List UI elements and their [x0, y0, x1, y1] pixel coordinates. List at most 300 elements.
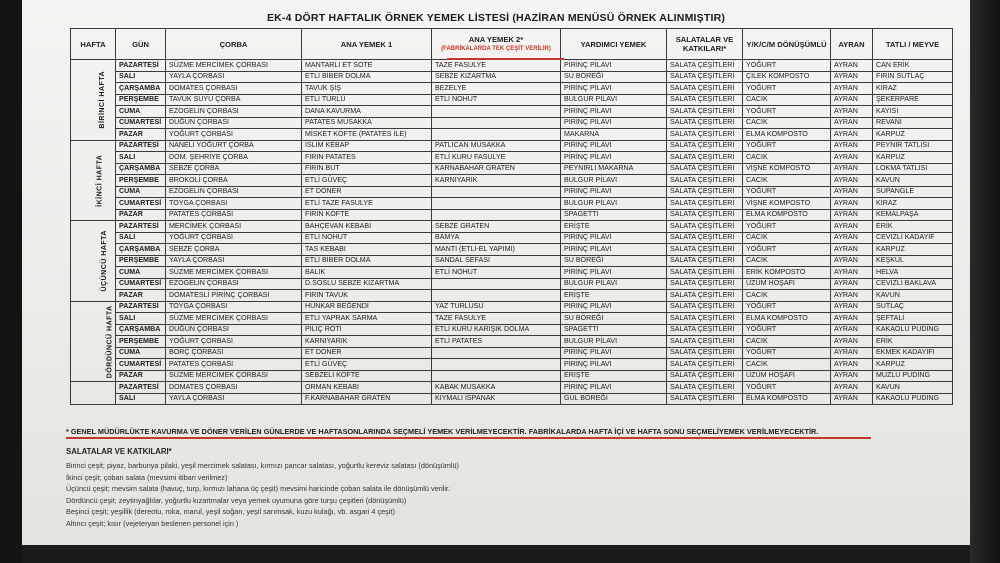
- yardimci-yemek-cell: BULGUR PİLAVI: [561, 175, 667, 187]
- salata-cell: SALATA ÇEŞİTLERİ: [667, 359, 743, 371]
- tatli-cell: REVANİ: [873, 117, 953, 129]
- table-row: [71, 290, 953, 302]
- corba-cell: SÜZME MERCİMEK ÇORBASI: [166, 267, 302, 279]
- tatli-cell: KARPUZ: [873, 244, 953, 256]
- salata-item: Dördüncü çeşit; zeytinyağlılar, yoğurtlu kızartmalar veya yemek uyumuna göre turşu çeşitleri (dönüşümlü): [66, 495, 407, 505]
- day-cell: PERŞEMBE: [116, 336, 166, 348]
- tatli-cell: KEŞKÜL: [873, 255, 953, 267]
- corba-cell: EZOGELİN ÇORBASI: [166, 278, 302, 290]
- salata-cell: SALATA ÇEŞİTLERİ: [667, 186, 743, 198]
- table-row: [71, 198, 953, 210]
- yikicm-cell: YOĞURT: [743, 347, 831, 359]
- yardimci-yemek-cell: PİRİNÇ PİLAVI: [561, 60, 667, 72]
- day-cell: PAZARTESİ: [116, 60, 166, 72]
- day-cell: PERŞEMBE: [116, 94, 166, 106]
- ayran-cell: AYRAN: [831, 221, 873, 233]
- ayran-cell: AYRAN: [831, 175, 873, 187]
- table-row: [71, 347, 953, 359]
- yardimci-yemek-cell: PİRİNÇ PİLAVI: [561, 267, 667, 279]
- ana-yemek-1-cell: SEBZELİ KÖFTE: [302, 370, 432, 382]
- ayran-cell: AYRAN: [831, 255, 873, 267]
- corba-cell: PATATES ÇORBASI: [166, 209, 302, 221]
- day-cell: SALI: [116, 71, 166, 83]
- table-row: [71, 359, 953, 371]
- ayran-cell: AYRAN: [831, 106, 873, 118]
- ayran-cell: AYRAN: [831, 152, 873, 164]
- yikicm-cell: YOĞURT: [743, 83, 831, 95]
- salata-cell: SALATA ÇEŞİTLERİ: [667, 129, 743, 141]
- ana-yemek-2-cell: BAMYA: [432, 232, 561, 244]
- ana-yemek-1-cell: İSLİM KEBAP: [302, 140, 432, 152]
- day-cell: SALI: [116, 152, 166, 164]
- ayran-cell: AYRAN: [831, 94, 873, 106]
- day-cell: PAZARTESİ: [116, 221, 166, 233]
- yikicm-cell: CACIK: [743, 255, 831, 267]
- salata-cell: SALATA ÇEŞİTLERİ: [667, 267, 743, 279]
- day-cell: PERŞEMBE: [116, 175, 166, 187]
- ana-yemek-1-cell: HÜNKAR BEĞENDİ: [302, 301, 432, 313]
- yikicm-cell: YOĞURT: [743, 186, 831, 198]
- header-ana-yemek-1: ANA YEMEK 1: [302, 29, 432, 60]
- ana-yemek-1-cell: TAVUK ŞİŞ: [302, 83, 432, 95]
- yikicm-cell: ELMA KOMPOSTO: [743, 209, 831, 221]
- corba-cell: EZOGELİN ÇORBASI: [166, 186, 302, 198]
- salata-cell: SALATA ÇEŞİTLERİ: [667, 301, 743, 313]
- ana-yemek-1-cell: ET DÖNER: [302, 347, 432, 359]
- day-cell: ÇARŞAMBA: [116, 244, 166, 256]
- yardimci-yemek-cell: PİRİNÇ PİLAVI: [561, 232, 667, 244]
- tatli-cell: LOKMA TATLISI: [873, 163, 953, 175]
- table-row: [71, 83, 953, 95]
- tatli-cell: HELVA: [873, 267, 953, 279]
- yikicm-cell: CACIK: [743, 232, 831, 244]
- yikicm-cell: YOĞURT: [743, 106, 831, 118]
- salata-cell: SALATA ÇEŞİTLERİ: [667, 163, 743, 175]
- salata-cell: SALATA ÇEŞİTLERİ: [667, 175, 743, 187]
- salata-cell: SALATA ÇEŞİTLERİ: [667, 336, 743, 348]
- document-sheet: [22, 0, 970, 545]
- salata-item: Altıncı çeşit; kısır (vejeteryan beslenen personel için ): [66, 518, 239, 528]
- table-row: [71, 186, 953, 198]
- yardimci-yemek-cell: ERİŞTE: [561, 370, 667, 382]
- corba-cell: BORÇ ÇORBASI: [166, 347, 302, 359]
- yikicm-cell: YOĞURT: [743, 221, 831, 233]
- header-corba: ÇORBA: [166, 29, 302, 60]
- tatli-cell: SÜTLAÇ: [873, 301, 953, 313]
- day-cell: ÇARŞAMBA: [116, 324, 166, 336]
- ana-yemek-1-cell: ET DÖNER: [302, 186, 432, 198]
- table-row: [71, 255, 953, 267]
- ana-yemek-1-cell: ETLİ GÜVEÇ: [302, 175, 432, 187]
- salata-cell: SALATA ÇEŞİTLERİ: [667, 393, 743, 405]
- yardimci-yemek-cell: PİRİNÇ PİLAVI: [561, 301, 667, 313]
- salatalar-title: SALATALAR VE KATKILARI*: [66, 447, 172, 456]
- yardimci-yemek-cell: BULGUR PİLAVI: [561, 278, 667, 290]
- tatli-cell: ERİK: [873, 336, 953, 348]
- ana-yemek-2-cell: SEBZE KIZARTMA: [432, 71, 561, 83]
- ana-yemek-2-cell: ETLİ NOHUT: [432, 94, 561, 106]
- ayran-cell: AYRAN: [831, 129, 873, 141]
- ana-yemek-2-cell: YAZ TÜRLÜSÜ: [432, 301, 561, 313]
- day-cell: SALI: [116, 313, 166, 325]
- yardimci-yemek-cell: SU BÖREĞİ: [561, 255, 667, 267]
- ana-yemek-1-cell: ETLİ YAPRAK SARMA: [302, 313, 432, 325]
- ana-yemek-1-cell: BAHÇEVAN KEBABI: [302, 221, 432, 233]
- ana-yemek-2-cell: [432, 347, 561, 359]
- yikicm-cell: YOĞURT: [743, 140, 831, 152]
- yardimci-yemek-cell: BULGUR PİLAVI: [561, 336, 667, 348]
- tatli-cell: KEMALPAŞA: [873, 209, 953, 221]
- salata-cell: SALATA ÇEŞİTLERİ: [667, 278, 743, 290]
- table-row: [71, 175, 953, 187]
- tatli-cell: KAVUN: [873, 382, 953, 394]
- yardimci-yemek-cell: PİRİNÇ PİLAVI: [561, 359, 667, 371]
- tatli-cell: PEYNİR TATLISI: [873, 140, 953, 152]
- yikicm-cell: ELMA KOMPOSTO: [743, 313, 831, 325]
- header-yikicm: Y/K/C/M DÖNÜŞÜMLÜ: [743, 29, 831, 60]
- table-row: [71, 232, 953, 244]
- ana-yemek-2-cell: [432, 278, 561, 290]
- ayran-cell: AYRAN: [831, 244, 873, 256]
- yikicm-cell: CACIK: [743, 175, 831, 187]
- yardimci-yemek-cell: SPAGETTİ: [561, 324, 667, 336]
- corba-cell: SÜZME MERCİMEK ÇORBASI: [166, 60, 302, 72]
- salata-cell: SALATA ÇEŞİTLERİ: [667, 106, 743, 118]
- ayran-cell: AYRAN: [831, 117, 873, 129]
- yikicm-cell: ERİK KOMPOSTO: [743, 267, 831, 279]
- ana-yemek-2-cell: KABAK MUSAKKA: [432, 382, 561, 394]
- table-row: [71, 301, 953, 313]
- ana-yemek-1-cell: PATATES MUSAKKA: [302, 117, 432, 129]
- day-cell: ÇARŞAMBA: [116, 163, 166, 175]
- ana-yemek-2-cell: [432, 186, 561, 198]
- screen-bezel-right: [970, 0, 1000, 563]
- ana-yemek-2-cell: SANDAL SEFASI: [432, 255, 561, 267]
- week-label-cell: [71, 140, 116, 221]
- header-salatalar: SALATALAR VE KATKILARI*: [667, 29, 743, 60]
- salata-item: Birinci çeşit; piyaz, barbunya pilaki, yeşil mercimek salatası, kırmızı pancar salatası, yoğurtlu kereviz salatası (dönüşümlü): [66, 461, 459, 470]
- ana-yemek-2-cell: [432, 198, 561, 210]
- yikicm-cell: ÜZÜM HOŞAFI: [743, 370, 831, 382]
- yardimci-yemek-cell: PİRİNÇ PİLAVI: [561, 152, 667, 164]
- day-cell: CUMARTESİ: [116, 198, 166, 210]
- document-title: EK-4 DÖRT HAFTALIK ÖRNEK YEMEK LİSTESİ (HAZİRAN MENÜSÜ ÖRNEK ALINMIŞTIR): [266, 12, 726, 24]
- ayran-cell: AYRAN: [831, 267, 873, 279]
- yardimci-yemek-cell: PİRİNÇ PİLAVI: [561, 140, 667, 152]
- corba-cell: DOMATES ÇORBASI: [166, 382, 302, 394]
- ana-yemek-1-cell: ORMAN KEBABI: [302, 382, 432, 394]
- day-cell: PAZAR: [116, 370, 166, 382]
- yardimci-yemek-cell: SU BÖREĞİ: [561, 71, 667, 83]
- yikicm-cell: CACIK: [743, 117, 831, 129]
- ana-yemek-1-cell: FIRIN BUT: [302, 163, 432, 175]
- ayran-cell: AYRAN: [831, 198, 873, 210]
- footnote: * GENEL MÜDÜRLÜKTE KAVURMA VE DÖNER VERİLEN GÜNLERDE VE HAFTASONLARINDA SEÇMELİ YEMEK VERİLMEYECEKTİR. FABRİKALARDA HAFTA İÇİ VE HAFTA SONU SEÇMELİYEMEK VERİLMEYECEKTİR.: [66, 427, 819, 436]
- salata-cell: SALATA ÇEŞİTLERİ: [667, 140, 743, 152]
- day-cell: CUMA: [116, 186, 166, 198]
- day-cell: PAZAR: [116, 290, 166, 302]
- ayran-cell: AYRAN: [831, 140, 873, 152]
- ana-yemek-2-cell: [432, 290, 561, 302]
- ana-yemek-2-cell: ETLİ KURU KARIŞIK DOLMA: [432, 324, 561, 336]
- ana-yemek-1-cell: FIRIN TAVUK: [302, 290, 432, 302]
- ana-yemek-1-cell: ETLİ BİBER DOLMA: [302, 255, 432, 267]
- ana-yemek-1-cell: ETLİ GÜVEÇ: [302, 359, 432, 371]
- table-row: [71, 140, 953, 152]
- yardimci-yemek-cell: BULGUR PİLAVI: [561, 94, 667, 106]
- corba-cell: DÜĞÜN ÇORBASI: [166, 117, 302, 129]
- tatli-cell: KAVUN: [873, 290, 953, 302]
- corba-cell: SEBZE ÇORBA: [166, 163, 302, 175]
- yardimci-yemek-cell: ERİŞTE: [561, 290, 667, 302]
- table-row: [71, 117, 953, 129]
- tatli-cell: KARPUZ: [873, 152, 953, 164]
- header-ana-yemek-2-note: (FABRİKALARDA TEK ÇEŞİT VERİLİR): [441, 45, 551, 52]
- salata-cell: SALATA ÇEŞİTLERİ: [667, 313, 743, 325]
- tatli-cell: ŞEKERPARE: [873, 94, 953, 106]
- day-cell: PAZAR: [116, 209, 166, 221]
- salata-cell: SALATA ÇEŞİTLERİ: [667, 152, 743, 164]
- week-label: DÖRDÜNCÜ HAFTA: [106, 304, 114, 378]
- yikicm-cell: YOĞURT: [743, 60, 831, 72]
- day-cell: CUMARTESİ: [116, 278, 166, 290]
- salata-cell: SALATA ÇEŞİTLERİ: [667, 347, 743, 359]
- table-row: [71, 163, 953, 175]
- yardimci-yemek-cell: MAKARNA: [561, 129, 667, 141]
- yardimci-yemek-cell: PİRİNÇ PİLAVI: [561, 117, 667, 129]
- ayran-cell: AYRAN: [831, 186, 873, 198]
- salata-cell: SALATA ÇEŞİTLERİ: [667, 232, 743, 244]
- tatli-cell: MUZLU PUDİNG: [873, 370, 953, 382]
- screen-bezel-left: [0, 0, 22, 563]
- day-cell: CUMARTESİ: [116, 359, 166, 371]
- tatli-cell: EKMEK KADAYIFI: [873, 347, 953, 359]
- ayran-cell: AYRAN: [831, 359, 873, 371]
- ana-yemek-2-cell: ETLİ KURU FASULYE: [432, 152, 561, 164]
- table-row: [71, 244, 953, 256]
- tatli-cell: CEVİZLİ KADAYIF: [873, 232, 953, 244]
- salata-cell: SALATA ÇEŞİTLERİ: [667, 60, 743, 72]
- corba-cell: DOMATESLİ PİRİNÇ ÇORBASI: [166, 290, 302, 302]
- yardimci-yemek-cell: PİRİNÇ PİLAVI: [561, 244, 667, 256]
- yardimci-yemek-cell: PİRİNÇ PİLAVI: [561, 347, 667, 359]
- table-row: [71, 94, 953, 106]
- salata-cell: SALATA ÇEŞİTLERİ: [667, 198, 743, 210]
- salata-item: Üçüncü çeşit; mevsim salata (havuç, turp, kırmızı lahana üç çeşit) mevsimi haricinde çoban salata ile dönüşümlü verilir.: [66, 484, 451, 494]
- header-yardimci-yemek: YARDIMCI YEMEK: [561, 29, 667, 60]
- corba-cell: YOĞURT ÇORBASI: [166, 129, 302, 141]
- yikicm-cell: VİŞNE KOMPOSTO: [743, 163, 831, 175]
- yikicm-cell: VİŞNE KOMPOSTO: [743, 198, 831, 210]
- corba-cell: NANELİ YOĞURT ÇORBA: [166, 140, 302, 152]
- yikicm-cell: CACIK: [743, 152, 831, 164]
- ana-yemek-2-cell: [432, 209, 561, 221]
- ana-yemek-2-cell: [432, 129, 561, 141]
- table-row: [71, 209, 953, 221]
- yardimci-yemek-cell: BULGUR PİLAVI: [561, 198, 667, 210]
- day-cell: PAZARTESİ: [116, 301, 166, 313]
- ayran-cell: AYRAN: [831, 290, 873, 302]
- ana-yemek-2-cell: [432, 359, 561, 371]
- yikicm-cell: ELMA KOMPOSTO: [743, 393, 831, 405]
- tatli-cell: KAKAOLU PUDİNG: [873, 324, 953, 336]
- yardimci-yemek-cell: PEYNİRLİ MAKARNA: [561, 163, 667, 175]
- corba-cell: SÜZME MERCİMEK ÇORBASI: [166, 313, 302, 325]
- corba-cell: EZOGELİN ÇORBASI: [166, 106, 302, 118]
- salata-cell: SALATA ÇEŞİTLERİ: [667, 94, 743, 106]
- week-label-cell: [71, 221, 116, 302]
- ana-yemek-2-cell: MANTI (ETLİ-EL YAPIMI): [432, 244, 561, 256]
- ana-yemek-1-cell: FIRIN KÖFTE: [302, 209, 432, 221]
- header-tatli-meyve: TATLI / MEYVE: [873, 29, 953, 60]
- day-cell: CUMARTESİ: [116, 117, 166, 129]
- ana-yemek-2-cell: [432, 117, 561, 129]
- ana-yemek-2-cell: ETLİ NOHUT: [432, 267, 561, 279]
- yardimci-yemek-cell: PİRİNÇ PİLAVI: [561, 186, 667, 198]
- ana-yemek-1-cell: D.SOSLU SEBZE KIZARTMA: [302, 278, 432, 290]
- ayran-cell: AYRAN: [831, 336, 873, 348]
- corba-cell: BROKOLİ ÇORBA: [166, 175, 302, 187]
- handwritten-underline: [447, 58, 564, 60]
- table-row: [71, 152, 953, 164]
- tatli-cell: FIRIN SÜTLAÇ: [873, 71, 953, 83]
- table-row: [71, 129, 953, 141]
- corba-cell: TOYGA ÇORBASI: [166, 301, 302, 313]
- footnote-underline: [66, 437, 871, 439]
- header-ana-yemek-2-label: ANA YEMEK 2*: [468, 34, 524, 44]
- yikicm-cell: CACIK: [743, 94, 831, 106]
- day-cell: PAZARTESİ: [116, 140, 166, 152]
- tatli-cell: KİRAZ: [873, 83, 953, 95]
- ayran-cell: AYRAN: [831, 324, 873, 336]
- yikicm-cell: CACIK: [743, 336, 831, 348]
- yikicm-cell: YOĞURT: [743, 244, 831, 256]
- day-cell: CUMA: [116, 347, 166, 359]
- corba-cell: YOĞURT ÇORBASI: [166, 232, 302, 244]
- ana-yemek-2-cell: KARNIYARIK: [432, 175, 561, 187]
- table-body: [71, 60, 953, 405]
- corba-cell: YAYLA ÇORBASI: [166, 71, 302, 83]
- salata-item: İkinci çeşit; çoban salata (mevsimi itibari verilmez): [66, 472, 228, 482]
- yikicm-cell: CACIK: [743, 359, 831, 371]
- salata-cell: SALATA ÇEŞİTLERİ: [667, 290, 743, 302]
- day-cell: CUMA: [116, 106, 166, 118]
- tatli-cell: CAN ERİK: [873, 60, 953, 72]
- ana-yemek-1-cell: ETLİ BİBER DOLMA: [302, 71, 432, 83]
- tatli-cell: KARPUZ: [873, 129, 953, 141]
- corba-cell: TAVUK SUYU ÇORBA: [166, 94, 302, 106]
- salata-cell: SALATA ÇEŞİTLERİ: [667, 370, 743, 382]
- salata-cell: SALATA ÇEŞİTLERİ: [667, 221, 743, 233]
- table-row: [71, 278, 953, 290]
- tatli-cell: KAYISI: [873, 106, 953, 118]
- ana-yemek-2-cell: [432, 370, 561, 382]
- header-gun: GÜN: [116, 29, 166, 60]
- week-label: ÜÇÜNCÜ HAFTA: [100, 230, 108, 292]
- corba-cell: YOĞURT ÇORBASI: [166, 336, 302, 348]
- tatli-cell: KİRAZ: [873, 198, 953, 210]
- day-cell: PAZAR: [116, 129, 166, 141]
- ana-yemek-1-cell: FIRIN PATATES: [302, 152, 432, 164]
- table-row: [71, 71, 953, 83]
- header-ana-yemek-2: [432, 29, 561, 60]
- week-label: BİRİNCİ HAFTA: [99, 70, 107, 129]
- day-cell: PAZARTESİ: [116, 382, 166, 394]
- ana-yemek-1-cell: DANA KAVURMA: [302, 106, 432, 118]
- yardimci-yemek-cell: GÜL BÖREĞİ: [561, 393, 667, 405]
- tatli-cell: KAKAOLU PUDİNG: [873, 393, 953, 405]
- salata-cell: SALATA ÇEŞİTLERİ: [667, 209, 743, 221]
- tatli-cell: SUPANGLE: [873, 186, 953, 198]
- ayran-cell: AYRAN: [831, 347, 873, 359]
- table-row: [71, 106, 953, 118]
- ayran-cell: AYRAN: [831, 232, 873, 244]
- ana-yemek-1-cell: BALIK: [302, 267, 432, 279]
- salata-cell: SALATA ÇEŞİTLERİ: [667, 71, 743, 83]
- ana-yemek-2-cell: PATLICAN MUSAKKA: [432, 140, 561, 152]
- ana-yemek-1-cell: ETLİ TAZE FASULYE: [302, 198, 432, 210]
- ana-yemek-2-cell: BEZELYE: [432, 83, 561, 95]
- corba-cell: SÜZME MERCİMEK ÇORBASI: [166, 370, 302, 382]
- yardimci-yemek-cell: PİRİNÇ PİLAVI: [561, 106, 667, 118]
- day-cell: SALI: [116, 393, 166, 405]
- ayran-cell: AYRAN: [831, 313, 873, 325]
- ayran-cell: AYRAN: [831, 301, 873, 313]
- tatli-cell: ŞEFTALİ: [873, 313, 953, 325]
- salata-cell: SALATA ÇEŞİTLERİ: [667, 117, 743, 129]
- ana-yemek-1-cell: MİSKET KÖFTE (PATATES İLE): [302, 129, 432, 141]
- ayran-cell: AYRAN: [831, 278, 873, 290]
- salata-cell: SALATA ÇEŞİTLERİ: [667, 244, 743, 256]
- ana-yemek-2-cell: [432, 106, 561, 118]
- salata-cell: SALATA ÇEŞİTLERİ: [667, 324, 743, 336]
- table-row: [71, 221, 953, 233]
- corba-cell: TOYGA ÇORBASI: [166, 198, 302, 210]
- corba-cell: YAYLA ÇORBASI: [166, 393, 302, 405]
- tatli-cell: KAVUN: [873, 175, 953, 187]
- ana-yemek-1-cell: MANTARLI ET SOTE: [302, 60, 432, 72]
- yardimci-yemek-cell: SU BÖREĞİ: [561, 313, 667, 325]
- ayran-cell: AYRAN: [831, 209, 873, 221]
- tatli-cell: KARPUZ: [873, 359, 953, 371]
- tatli-cell: CEVİZLİ BAKLAVA: [873, 278, 953, 290]
- ana-yemek-2-cell: KARNABAHAR GRATEN: [432, 163, 561, 175]
- yikicm-cell: ÜZÜM HOŞAFI: [743, 278, 831, 290]
- salatalar-list: [66, 460, 459, 530]
- yikicm-cell: YOĞURT: [743, 324, 831, 336]
- yikicm-cell: YOĞURT: [743, 382, 831, 394]
- ana-yemek-2-cell: SEBZE GRATEN: [432, 221, 561, 233]
- yikicm-cell: YOĞURT: [743, 301, 831, 313]
- ana-yemek-1-cell: KARNIYARIK: [302, 336, 432, 348]
- salata-cell: SALATA ÇEŞİTLERİ: [667, 382, 743, 394]
- yikicm-cell: CACIK: [743, 290, 831, 302]
- ana-yemek-2-cell: ETLİ PATATES: [432, 336, 561, 348]
- yikicm-cell: ELMA KOMPOSTO: [743, 129, 831, 141]
- salata-cell: SALATA ÇEŞİTLERİ: [667, 255, 743, 267]
- tatli-cell: ERİK: [873, 221, 953, 233]
- table-row: [71, 382, 953, 394]
- yardimci-yemek-cell: ERİŞTE: [561, 221, 667, 233]
- week-label: İKİNCİ HAFTA: [96, 154, 104, 207]
- ayran-cell: AYRAN: [831, 393, 873, 405]
- ayran-cell: AYRAN: [831, 83, 873, 95]
- ana-yemek-2-cell: KIYMALI ISPANAK: [432, 393, 561, 405]
- corba-cell: PATATES ÇORBASI: [166, 359, 302, 371]
- week-label-cell: [71, 60, 116, 141]
- screen-bezel-bottom: [22, 545, 970, 563]
- menu-table: [70, 28, 953, 405]
